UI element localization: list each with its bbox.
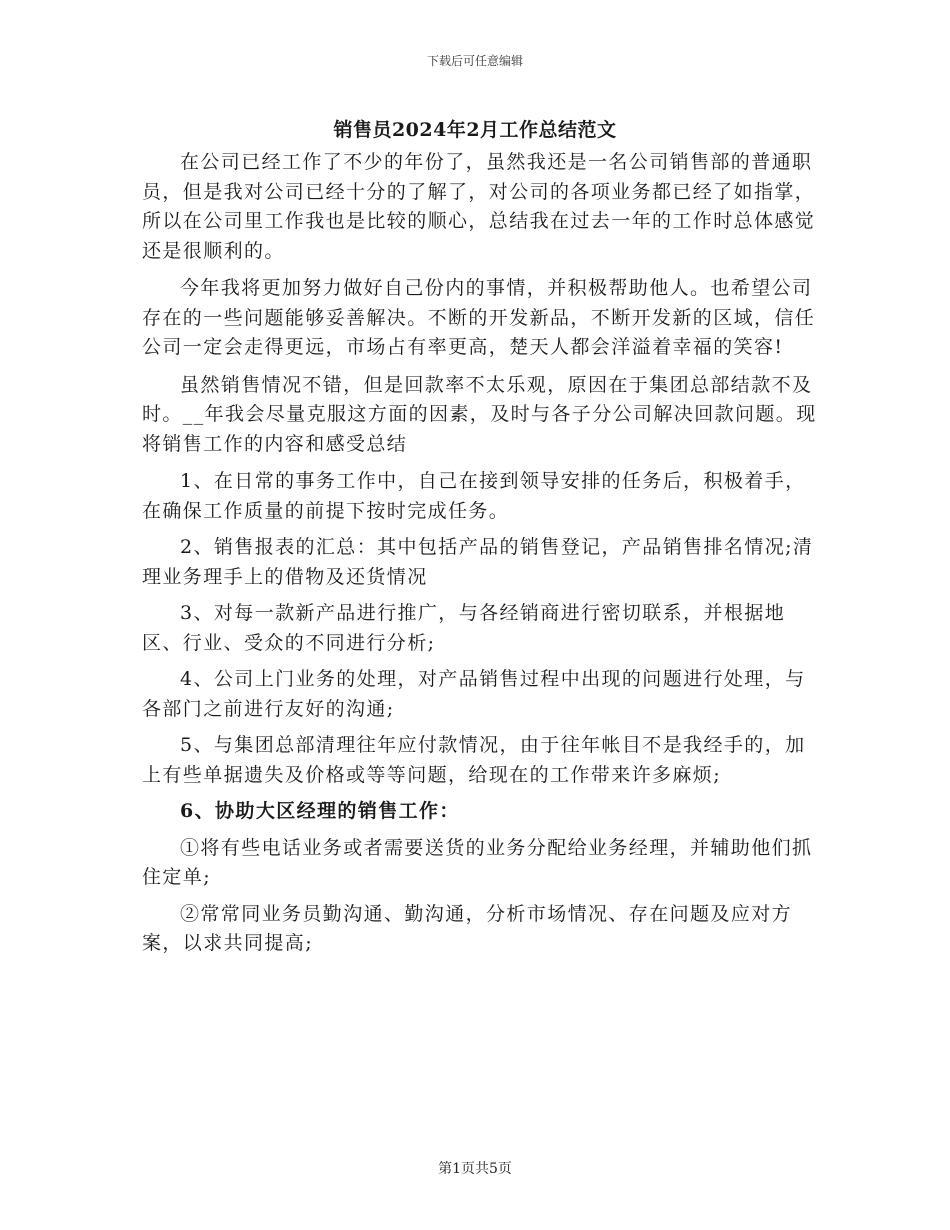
document-title: 销售员2024年2月工作总结范文 <box>333 119 617 141</box>
list-item-3: 3、对每一款新产品进行推广，与各经销商进行密切联系，并根据地区、行业、受众的不同进行分析; <box>142 602 786 654</box>
document-body <box>142 148 822 966</box>
section-heading-6: 6、协助大区经理的销售工作： <box>180 800 460 822</box>
list-item-4: 4、公司上门业务的处理，对产品销售过程中出现的问题进行处理，与各部门之前进行友好的沟通; <box>142 668 806 720</box>
list-item-5: 5、与集团总部清理往年应付款情况，由于往年帐目不是我经手的，加上有些单据遗失及价格或等等问题，给现在的工作带来许多麻烦; <box>142 734 806 786</box>
list-item-2: 2、销售报表的汇总：其中包括产品的销售登记，产品销售排名情况;清理业务理手上的借物及还货情况 <box>142 536 814 588</box>
page-footer: 第1页共5页 <box>438 1161 512 1177</box>
paragraph-3: 虽然销售情况不错，但是回款率不太乐观，原因在于集团总部结款不及时。__年我会尽量克服这方面的因素，及时与各子分公司解决回款问题。现将销售工作的内容和感受总结 <box>142 373 817 455</box>
paragraph-1: 在公司已经工作了不少的年份了，虽然我还是一名公司销售部的普通职员，但是我对公司已经十分的了解了，对公司的各项业务都已经了如指掌，所以在公司里工作我也是比较的顺心，总结我在过去一年的工作时总体感觉还是很顺利的。 <box>142 151 816 262</box>
header-note: 下载后可任意编辑 <box>426 54 523 68</box>
sub-item-2: ②常常同业务员勤沟通、勤沟通，分析市场情况、存在问题及应对方案，以求共同提高; <box>142 902 793 954</box>
sub-item-1: ①将有些电话业务或者需要送货的业务分配给业务经理，并辅助他们抓住定单; <box>142 836 813 888</box>
paragraph-2: 今年我将更加努力做好自己份内的事情，并积极帮助他人。也希望公司存在的一些问题能够妥善解决。不断的开发新品，不断开发新的区域，信任公司一定会走得更远，市场占有率更高，楚天人都会洋溢着幸福的笑容! <box>142 277 816 358</box>
list-item-1: 1、在日常的事务工作中，自己在接到领导安排的任务后，积极着手，在确保工作质量的前提下按时完成任务。 <box>142 470 806 522</box>
